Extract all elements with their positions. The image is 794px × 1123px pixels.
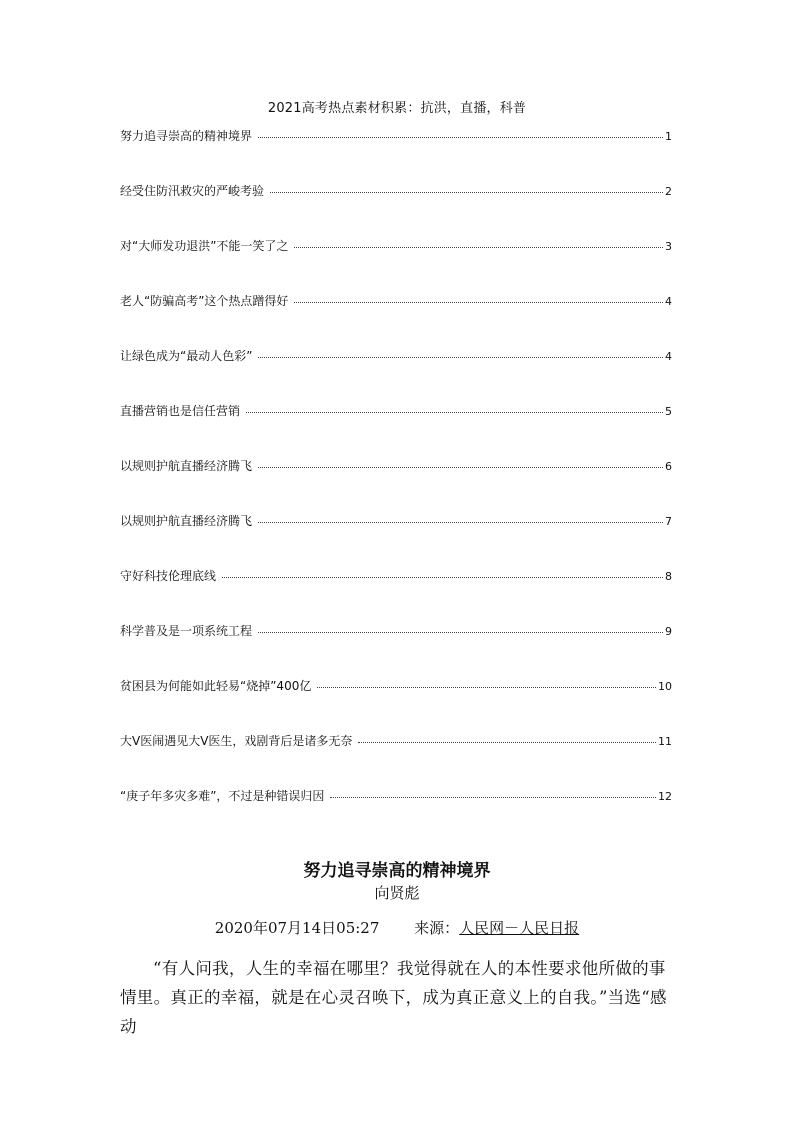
toc-leader-dots [222,576,663,578]
toc-leader-dots [258,521,663,523]
toc-entry[interactable] [120,642,672,697]
toc-leader-dots [270,191,663,193]
toc-leader-dots [258,631,663,633]
toc-entry-title: 以规则护航直播经济腾飞 [120,459,253,473]
toc-entry-page: 9 [665,625,672,638]
article-author: 向贤彪 [374,884,420,902]
toc-entry-page: 2 [665,185,672,198]
article-date: 2020年07月14日05:27 [214,919,380,937]
toc-leader-dots [258,466,663,468]
toc-entry[interactable] [120,202,672,257]
toc-entry-page: 3 [665,240,672,253]
toc-entry[interactable] [120,127,672,147]
article-paragraph: “有人问我，人生的幸福在哪里？我觉得就在人的本性要求他所做的事情里。真正的幸福，就是在心灵召唤下，成为真正意义上的自我。”当选“感动 [120,959,667,1036]
toc-title: 2021高考热点素材积累：抗洪，直播，科普 [267,101,527,116]
source-label: 来源： [414,919,460,937]
toc-entry[interactable] [120,752,672,807]
toc-entry-title: 科学普及是一项系统工程 [120,624,253,638]
article-title: 努力追寻崇高的精神境界 [303,861,491,881]
toc-entry[interactable] [120,532,672,587]
toc-entry-page: 7 [665,515,672,528]
toc-entry-title: 大V医闹遇见大V医生，戏剧背后是诸多无奈 [120,734,353,748]
toc-entry[interactable] [120,312,672,367]
toc-leader-dots [317,686,656,688]
toc-entry-title: “庚子年多灾多难”，不过是种错误归因 [120,789,325,803]
toc-entry-page: 8 [665,570,672,583]
toc-entry-page: 4 [665,295,672,308]
toc-entry-page: 5 [665,405,672,418]
source-link[interactable]: 人民网－人民日报 [459,919,580,937]
toc-leader-dots [358,741,656,743]
article-meta [0,917,794,938]
toc-entry-title: 以规则护航直播经济腾飞 [120,514,253,528]
toc-entry[interactable] [120,367,672,422]
toc-entry-page: 10 [658,680,672,693]
toc-entry-title: 贫困县为何能如此轻易“烧掉”400亿 [120,679,312,693]
toc-entry-title: 努力追寻崇高的精神境界 [120,129,253,143]
table-of-contents [120,127,672,807]
toc-leader-dots [330,796,656,798]
toc-leader-dots [294,246,663,248]
toc-entry-title: 守好科技伦理底线 [120,569,217,583]
toc-entry[interactable] [120,697,672,752]
toc-entry-page: 12 [658,790,672,803]
toc-leader-dots [246,411,663,413]
toc-leader-dots [294,301,663,303]
toc-entry-page: 6 [665,460,672,473]
toc-leader-dots [258,136,663,138]
toc-entry-page: 4 [665,350,672,363]
toc-entry-title: 直播营销也是信任营销 [120,404,241,418]
toc-entry-page: 11 [658,735,672,748]
toc-entry-page: 1 [665,130,672,143]
toc-leader-dots [258,356,663,358]
toc-entry-title: 经受住防汛救灾的严峻考验 [120,184,265,198]
toc-entry[interactable] [120,422,672,477]
toc-entry-title: 让绿色成为“最动人色彩” [120,349,253,363]
toc-entry-title: 老人“防骗高考”这个热点蹭得好 [120,294,289,308]
toc-entry-title: 对“大师发功退洪”不能一笑了之 [120,239,289,253]
toc-entry[interactable] [120,477,672,532]
toc-entry[interactable] [120,257,672,312]
toc-entry[interactable] [120,587,672,642]
toc-entry[interactable] [120,147,672,202]
